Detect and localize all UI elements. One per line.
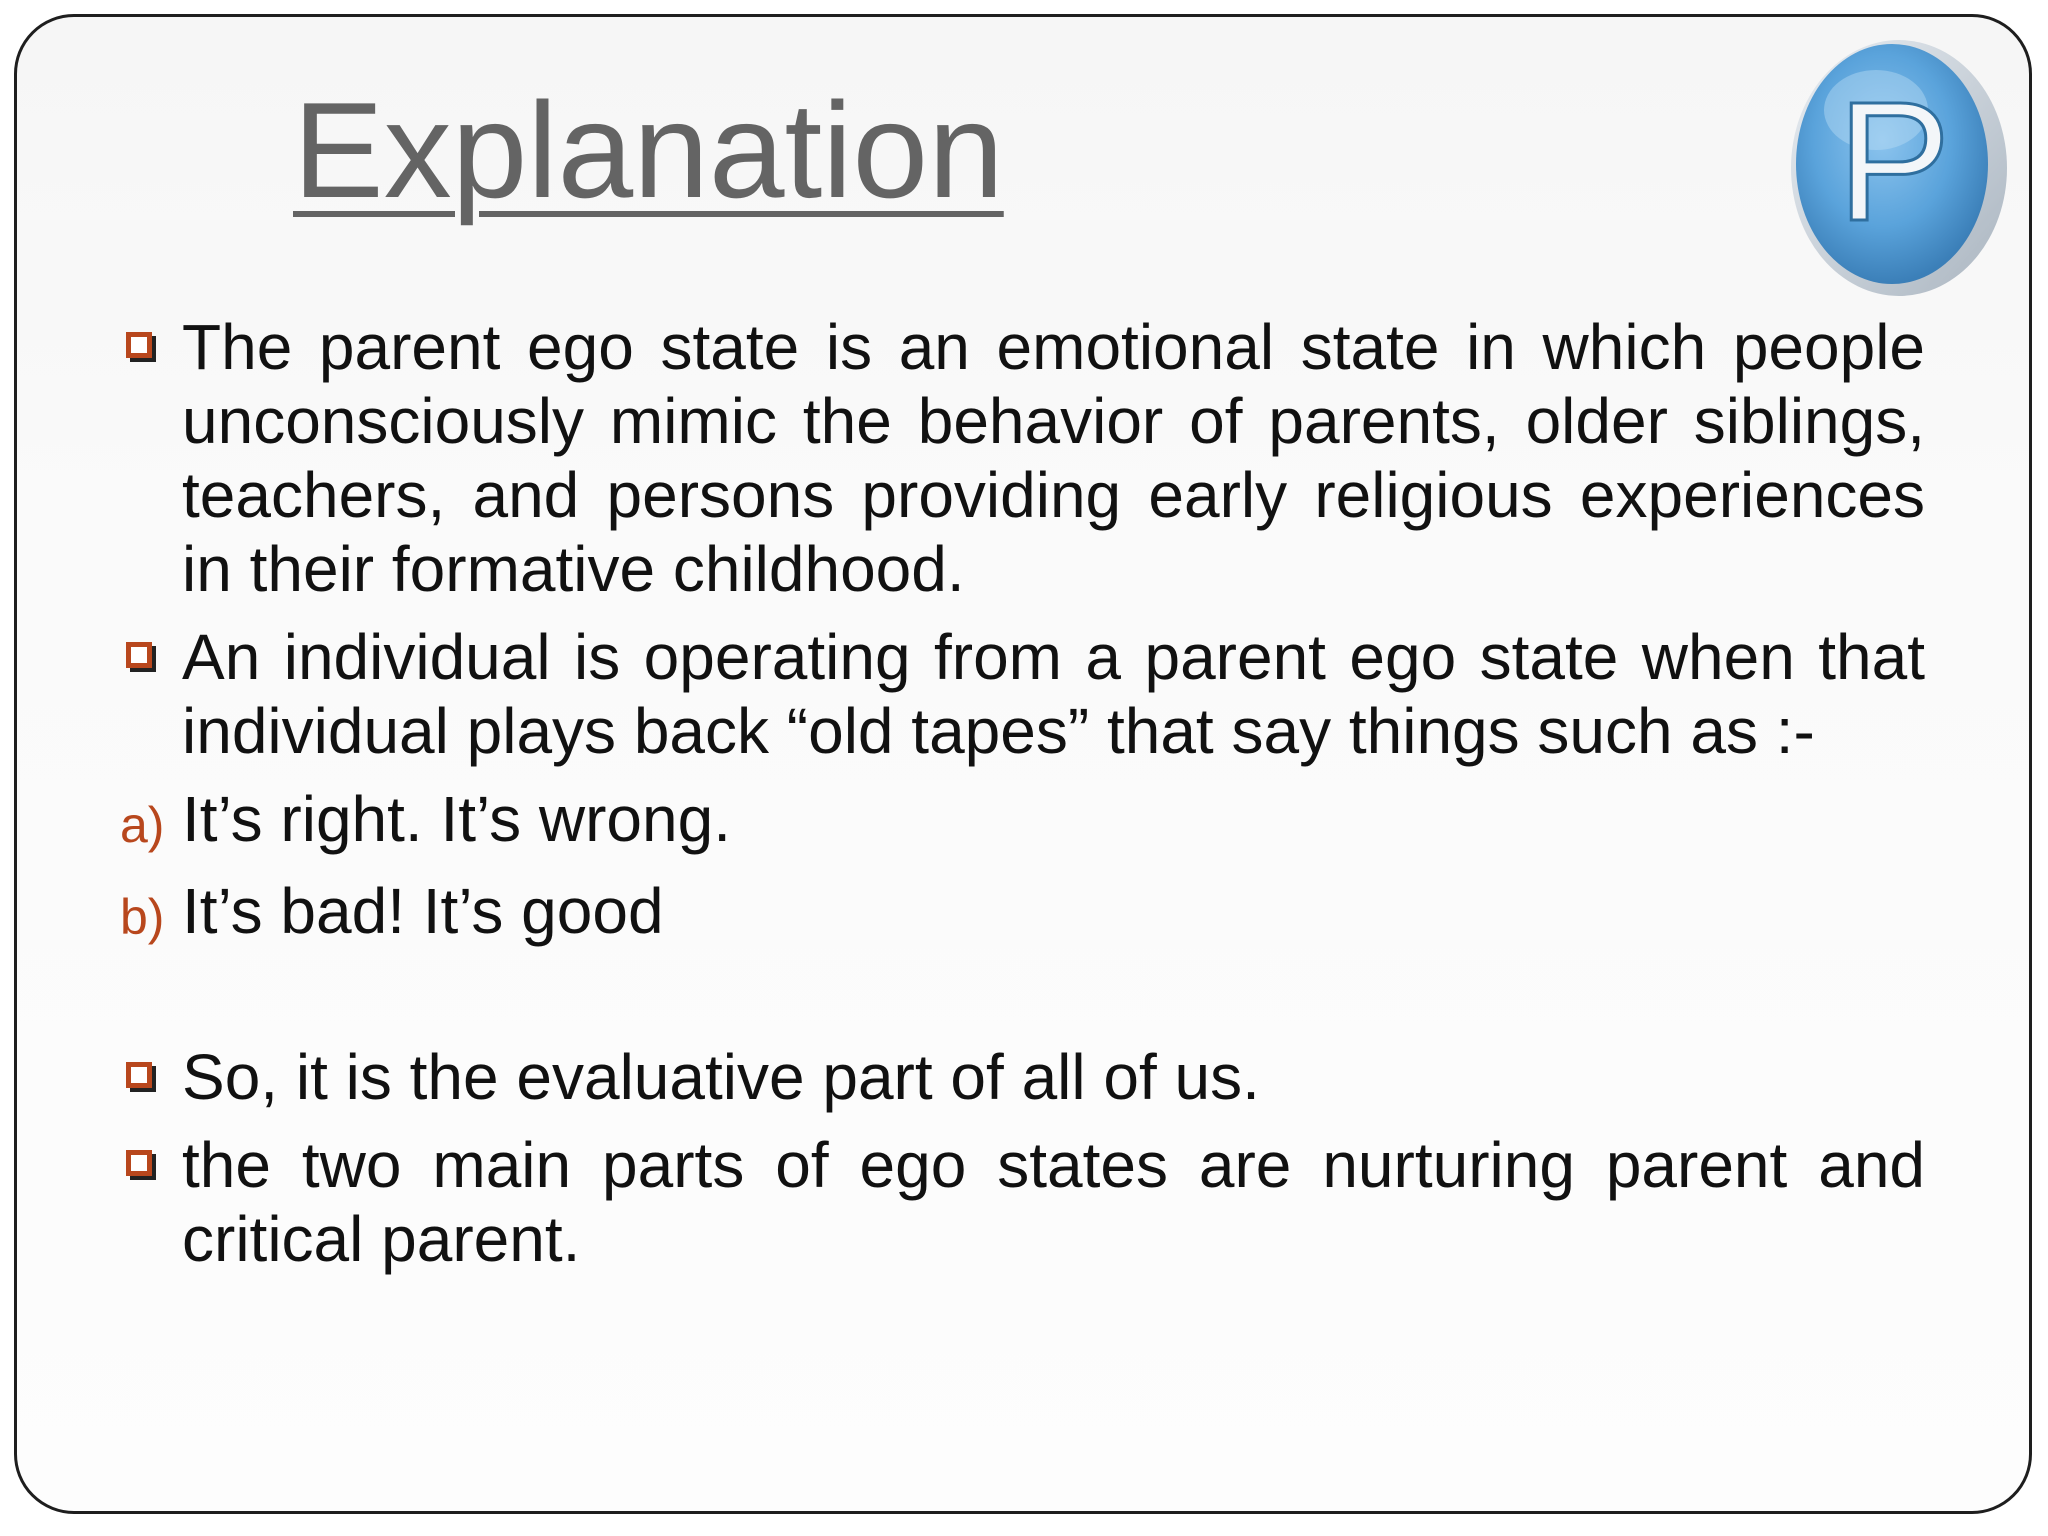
p-logo-icon <box>1784 30 2010 300</box>
spacer <box>120 966 1925 1040</box>
sub-item-a <box>120 782 1925 856</box>
logo-letter: P <box>1837 67 1951 257</box>
sub-item-marker: a) <box>120 797 165 853</box>
slide-title: Explanation <box>293 74 1004 226</box>
bullet-item-4 <box>120 1128 1925 1276</box>
square-bullet-icon <box>126 1062 152 1088</box>
bullet-text: So, it is the evaluative part of all of us. <box>182 1041 1260 1113</box>
sub-item-text: It’s right. It’s wrong. <box>182 783 731 855</box>
sub-item-b <box>120 874 1925 948</box>
square-bullet-icon <box>126 1150 152 1176</box>
square-bullet-icon <box>126 642 152 668</box>
bullet-text: the two main parts of ego states are nurturing parent and critical parent. <box>182 1129 1925 1275</box>
sub-item-text: It’s bad! It’s good <box>182 875 664 947</box>
bullet-item-2 <box>120 620 1925 768</box>
slide-body <box>120 310 1925 1290</box>
bullet-text: The parent ego state is an emotional state in which people unconsciously mimic the behavior of parents, older siblings, teachers, and persons providing early religious experiences in their formative childhood. <box>182 311 1925 605</box>
bullet-item-3 <box>120 1040 1925 1114</box>
bullet-text: An individual is operating from a parent ego state when that individual plays back “old tapes” that say things such as :- <box>182 621 1925 767</box>
bullet-item-1 <box>120 310 1925 606</box>
square-bullet-icon <box>126 332 152 358</box>
sub-item-marker: b) <box>120 889 165 945</box>
